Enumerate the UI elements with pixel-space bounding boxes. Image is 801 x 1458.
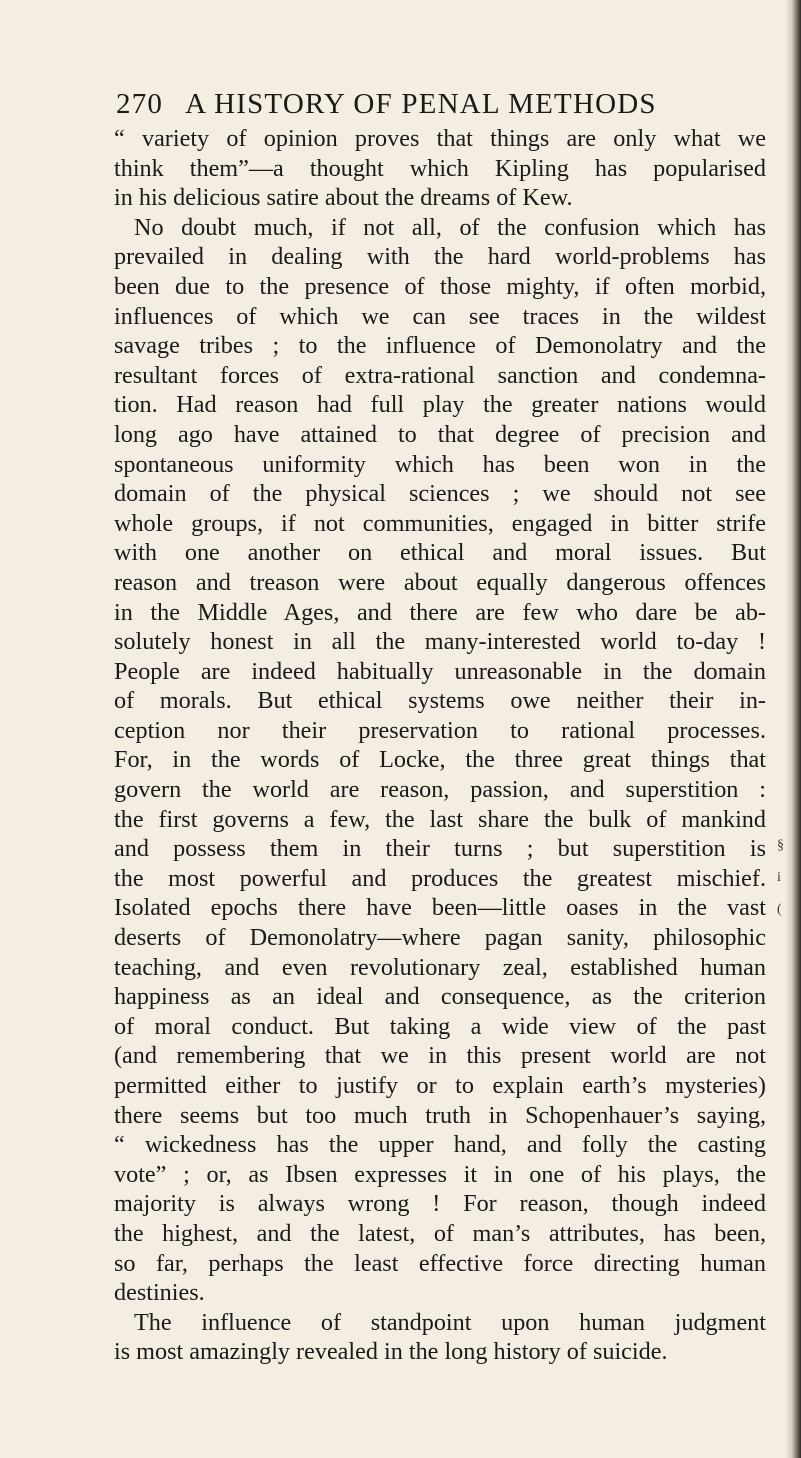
text-line: think them”—a thought which Kipling has popularised <box>114 154 766 182</box>
text-line: in his delicious satire about the dreams of Kew. <box>114 184 573 212</box>
text-line: happiness as an ideal and consequence, as the criterion <box>114 983 766 1011</box>
text-line: been due to the presence of those mighty, if often morbid, <box>114 272 766 300</box>
page-edge-shadow <box>785 0 801 1458</box>
text-line: majority is always wrong ! For reason, though indeed <box>114 1190 766 1218</box>
running-title: A HISTORY OF PENAL METHODS <box>185 88 657 120</box>
body-text <box>114 124 766 1367</box>
text-line: solutely honest in all the many-interested world to-day ! <box>114 628 766 656</box>
edge-mark: ( <box>777 902 782 917</box>
text-line: there seems but too much truth in Schopenhauer’s saying, <box>114 1101 766 1129</box>
text-line: tion. Had reason had full play the greater nations would <box>114 391 766 419</box>
bleed-through-marks <box>777 830 783 926</box>
text-line: teaching, and even revolutionary zeal, established human <box>114 953 766 981</box>
paragraph-start-line: No doubt much, if not all, of the confusion which has <box>134 213 766 241</box>
text-line: resultant forces of extra-rational sanction and condemna- <box>114 361 766 389</box>
text-line: so far, perhaps the least effective force directing human <box>114 1249 766 1277</box>
text-line: is most amazingly revealed in the long history of suicide. <box>114 1338 668 1366</box>
text-line: vote” ; or, as Ibsen expresses it in one of his plays, the <box>114 1160 766 1188</box>
paragraph-start-line: The influence of standpoint upon human judgment <box>134 1308 766 1336</box>
text-line: the most powerful and produces the greatest mischief. <box>114 864 766 892</box>
text-line: reason and treason were about equally dangerous offences <box>114 568 766 596</box>
text-line: in the Middle Ages, and there are few who dare be ab- <box>114 598 766 626</box>
text-line: People are indeed habitually unreasonable in the domain <box>114 657 766 685</box>
text-line: deserts of Demonolatry—where pagan sanity, philosophic <box>114 924 766 952</box>
text-line: and possess them in their turns ; but superstition is <box>114 835 766 863</box>
page-number: 270 <box>116 88 164 120</box>
text-line: (and remembering that we in this present world are not <box>114 1042 766 1070</box>
text-line: of moral conduct. But taking a wide view of the past <box>114 1012 766 1040</box>
edge-mark: § <box>777 838 784 853</box>
text-line: whole groups, if not communities, engaged in bitter strife <box>114 509 766 537</box>
text-line: savage tribes ; to the influence of Demonolatry and the <box>114 332 766 360</box>
text-line: long ago have attained to that degree of precision and <box>114 420 766 448</box>
text-line: spontaneous uniformity which has been won in the <box>114 450 766 478</box>
text-line: prevailed in dealing with the hard world-problems has <box>114 243 766 271</box>
edge-mark: i <box>777 870 781 885</box>
running-header <box>116 86 756 122</box>
text-line: domain of the physical sciences ; we should not see <box>114 480 766 508</box>
text-line: “ wickedness has the upper hand, and folly the casting <box>114 1131 766 1159</box>
text-line: For, in the words of Locke, the three great things that <box>114 746 766 774</box>
text-line: the first governs a few, the last share the bulk of mankind <box>114 805 766 833</box>
text-line: Isolated epochs there have been—little oases in the vast <box>114 894 766 922</box>
text-line: the highest, and the latest, of man’s attributes, has been, <box>114 1219 766 1247</box>
text-line: ception nor their preservation to rational processes. <box>114 716 766 744</box>
text-line: “ variety of opinion proves that things are only what we <box>114 125 766 152</box>
text-line: of morals. But ethical systems owe neither their in- <box>114 687 766 715</box>
text-line: influences of which we can see traces in the wildest <box>114 302 766 330</box>
text-line: destinies. <box>114 1279 205 1307</box>
text-line: govern the world are reason, passion, and superstition : <box>114 776 766 804</box>
text-line: with one another on ethical and moral issues. But <box>114 539 766 567</box>
text-line: permitted either to justify or to explain earth’s mysteries) <box>114 1072 766 1099</box>
